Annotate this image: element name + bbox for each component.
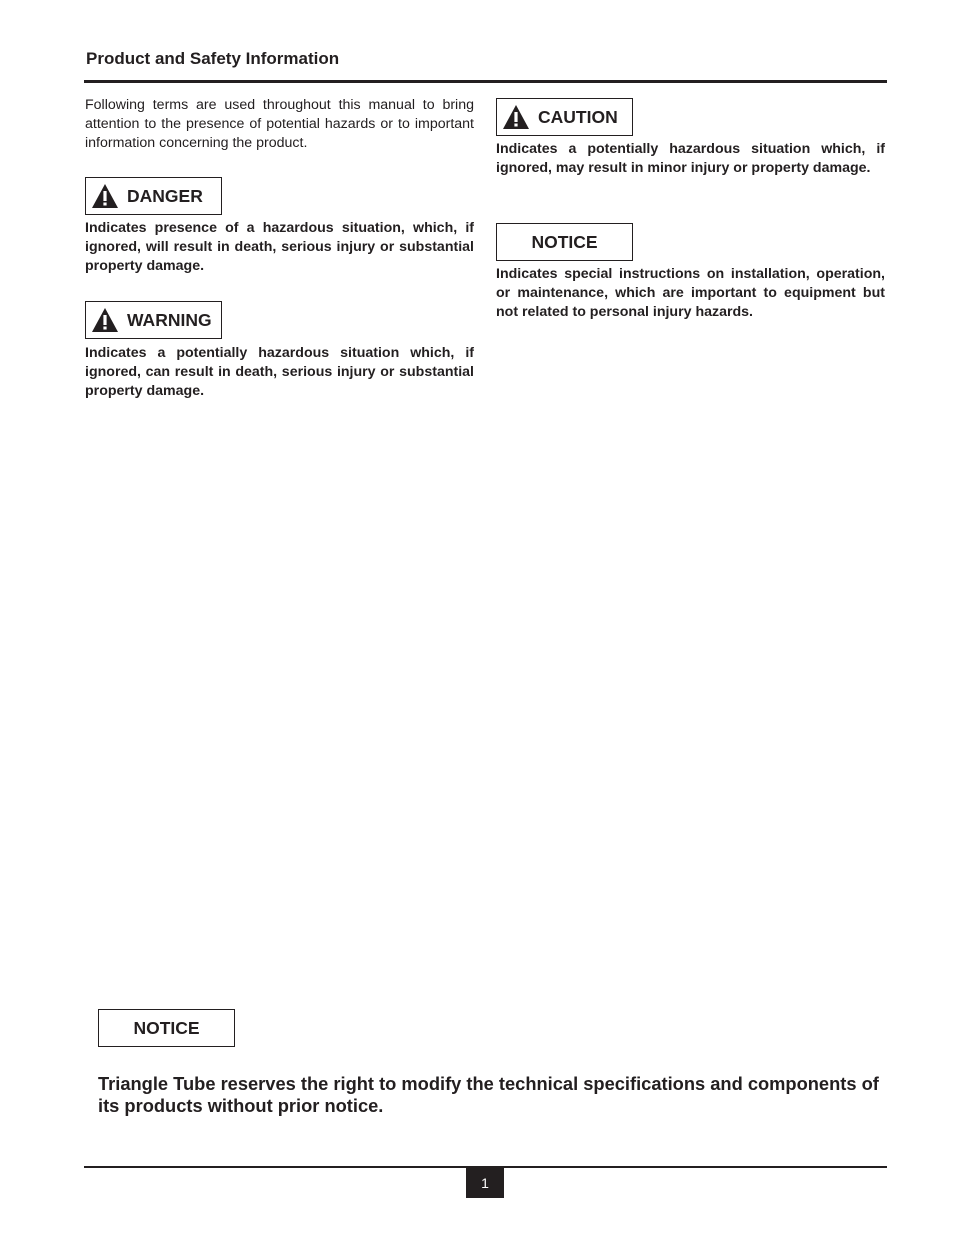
warning-triangle-icon — [91, 183, 119, 209]
caution-label: CAUTION — [538, 106, 618, 127]
notice-label: NOTICE — [531, 231, 598, 252]
page-header-title: Product and Safety Information — [86, 49, 340, 68]
notice-block — [496, 223, 885, 322]
warning-triangle-icon — [502, 104, 530, 130]
caution-description: Indicates a potentially hazardous situation which, if ignored, may result in minor injury or property damage. — [496, 141, 885, 176]
notice-description: Indicates special instructions on installation, operation, or maintenance, which are important to equipment but not related to personal injury hazards. — [496, 266, 885, 320]
caution-block — [496, 98, 885, 178]
warning-description: Indicates a potentially hazardous situation which, if ignored, can result in death, serious injury or substantial property damage. — [85, 345, 474, 399]
left-column — [85, 96, 474, 399]
bottom-notice-label: NOTICE — [133, 1017, 200, 1038]
danger-label: DANGER — [127, 185, 203, 206]
bottom-notice-label-box — [98, 1009, 235, 1047]
warning-label: WARNING — [127, 309, 212, 330]
warning-block — [85, 301, 474, 401]
warning-triangle-icon — [91, 307, 119, 333]
warning-label-box — [85, 301, 222, 339]
danger-description: Indicates presence of a hazardous situation, which, if ignored, will result in death, serious injury or substantial property damage. — [85, 220, 474, 274]
bottom-notice-text: Triangle Tube reserves the right to modify the technical specifications and components of its products without prior notice. — [98, 1073, 879, 1116]
page-number: 1 — [466, 1168, 504, 1198]
danger-block — [85, 177, 474, 276]
danger-label-box — [85, 177, 222, 215]
intro-paragraph: Following terms are used throughout this manual to bring attention to the presence of potential hazards or to important information concerning the product. — [85, 97, 474, 151]
notice-label-box — [496, 223, 633, 261]
caution-label-box — [496, 98, 633, 136]
header-divider — [84, 80, 887, 83]
